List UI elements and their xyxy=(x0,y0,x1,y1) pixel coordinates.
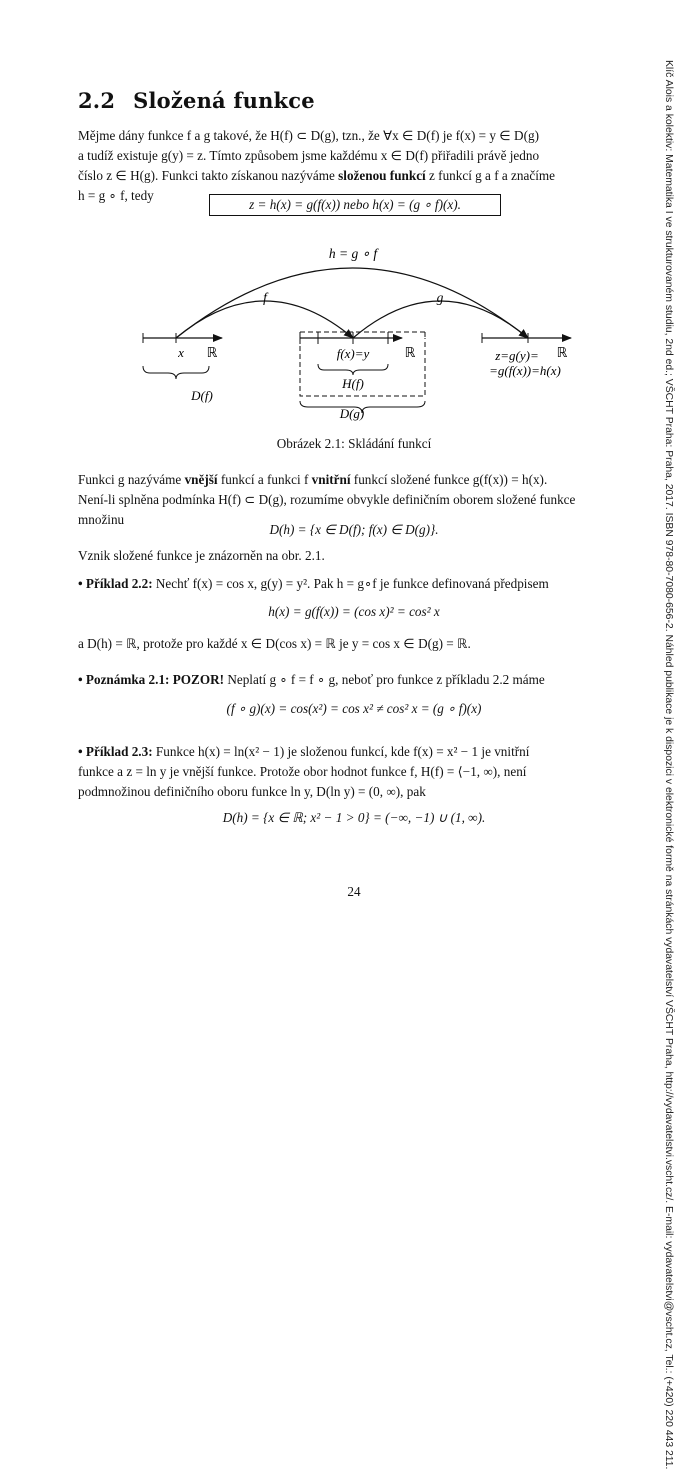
example-label: • Příklad 2.2: xyxy=(78,576,153,591)
axis-3-value-line1: z=g(y)= xyxy=(495,348,539,363)
range-f-label: H(f) xyxy=(342,376,364,391)
para-line xyxy=(78,470,630,490)
arc-h xyxy=(176,268,528,338)
intro-text: z funkcí g a f a značíme xyxy=(425,168,555,183)
note-2-1 xyxy=(78,670,630,690)
side-note-text: Klíč Alois a kolektiv: Matematika I ve strukturovaném studiu, 2nd ed.; VŠCHT Praha: Praha, 2017. ISBN 978-80-7080-656-2. Náhled publikace je k dispozici v elektronické formě na stránkách vydavatelství VŠCHT Praha, http://vydavatelstvi.vscht.cz/. E-mail: vydavatelstvi@vscht.cz, Tel.: (+420) 220 443 211. xyxy=(663,60,674,1469)
intro-line xyxy=(78,166,630,186)
note-2-1-equation: (f ∘ g)(x) = cos(x²) = cos x² ≠ cos² x = (g ∘ f)(x) xyxy=(226,701,482,716)
note-label: • Poznámka 2.1: xyxy=(78,672,170,687)
example-2-3-equation: D(h) = {x ∈ ℝ; x² − 1 > 0} = (−∞, −1) ∪ (1, ∞). xyxy=(222,810,486,825)
axis-3-value-line2: =g(f(x))=h(x) xyxy=(489,363,561,378)
example-text: Funkce h(x) = ln(x² − 1) je složenou funkcí, kde f(x) = x² − 1 je vnitřní xyxy=(152,744,530,759)
para-text: funkcí složené funkce g(f(x)) = h(x). xyxy=(350,472,548,487)
boxed-formula: z = h(x) = g(f(x)) nebo h(x) = (g ∘ f)(x). xyxy=(209,194,501,216)
para-line: Není-li splněna podmínka H(f) ⊂ D(g), rozumíme obvykle definičním oborem složené funkce xyxy=(78,492,576,507)
section-number: 2.2 xyxy=(78,88,116,113)
intro-text: číslo z ∈ H(g). Funkci takto získanou nazýváme xyxy=(78,168,339,183)
note-text: Neplatí g ∘ f = f ∘ g, neboť pro funkce z příkladu 2.2 máme xyxy=(224,672,545,687)
axis-1-point: x xyxy=(178,345,184,360)
composition-diagram xyxy=(0,236,700,432)
axis-2-point: f(x)=y xyxy=(336,346,370,361)
arc-g-label: g xyxy=(436,290,444,305)
example-label: • Příklad 2.3: xyxy=(78,744,153,759)
arc-h-label: h = g ∘ f xyxy=(328,246,378,261)
arc-g xyxy=(353,301,528,338)
term-composite-function: složenou funkcí xyxy=(338,168,426,183)
note-warning: POZOR! xyxy=(172,672,225,687)
example-line xyxy=(78,742,630,762)
para-text: Funkci g nazýváme xyxy=(78,472,185,487)
intro-line: Mějme dány funkce f a g takové, že H(f) ⊂ D(g), tzn., že ∀x ∈ D(f) je f(x) = y ∈ D(g) xyxy=(78,128,539,143)
intro-line: a tudíž existuje g(y) = z. Tímto způsobem jsme každému x ∈ D(f) přiřadili právě jedno xyxy=(78,148,540,163)
section-title: Složená funkce xyxy=(133,88,315,113)
range-f-brace xyxy=(318,364,388,375)
axis-1-R: ℝ xyxy=(206,345,218,360)
example-2-3 xyxy=(78,742,630,802)
outer-inner-paragraph xyxy=(78,470,630,530)
example-text: Nechť f(x) = cos x, g(y) = y². Pak h = g∘f je funkce definovaná předpisem xyxy=(152,576,549,591)
term-inner: vnitřní xyxy=(311,472,351,487)
example-line: podmnožinou definičního oboru funkce ln y, D(ln y) = (0, ∞), pak xyxy=(78,784,426,799)
page-number: 24 xyxy=(347,884,361,899)
example-2-2 xyxy=(78,574,630,594)
domain-f-brace xyxy=(143,366,209,379)
intro-line: h = g ∘ f, tedy xyxy=(78,188,154,203)
figure-reference: Vznik složené funkce je znázorněn na obr. 2.1. xyxy=(78,548,325,563)
publisher-side-note xyxy=(654,60,674,1469)
domain-equation: D(h) = {x ∈ D(f); f(x) ∈ D(g)}. xyxy=(269,522,439,537)
para-text: funkcí a funkci f xyxy=(217,472,312,487)
example-2-2-equation: h(x) = g(f(x)) = (cos x)² = cos² x xyxy=(268,604,440,619)
axis-3-R: ℝ xyxy=(556,345,568,360)
domain-f-label: D(f) xyxy=(191,388,213,403)
figure-caption: Obrázek 2.1: Skládání funkcí xyxy=(276,436,432,451)
term-outer: vnější xyxy=(184,472,218,487)
para-line: množinu xyxy=(78,512,125,527)
domain-g-label: D(g) xyxy=(339,406,365,421)
axis-2-R: ℝ xyxy=(404,345,416,360)
section-heading xyxy=(78,88,315,113)
example-line: funkce a z = ln y je vnější funkce. Protože obor hodnot funkce f, H(f) = ⟨−1, ∞), není xyxy=(78,764,527,779)
arc-f-label: f xyxy=(263,290,267,305)
example-2-2-conclusion: a D(h) = ℝ, protože pro každé x ∈ D(cos x) = ℝ je y = cos x ∈ D(g) = ℝ. xyxy=(78,636,471,651)
